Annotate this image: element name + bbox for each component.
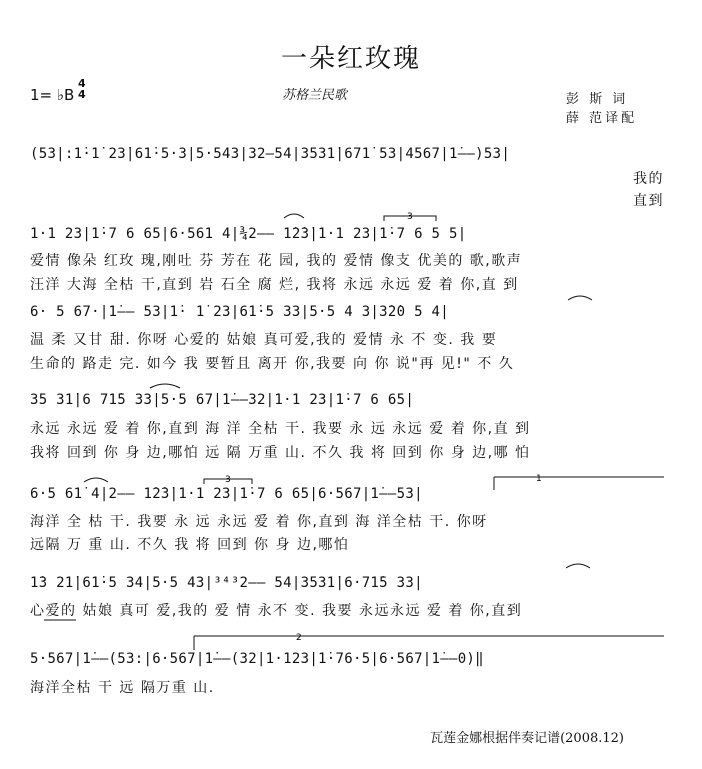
volta-second-label: 2 bbox=[296, 633, 302, 643]
volta-first-label: 1 bbox=[536, 474, 542, 484]
notation-line-7: 5·567|1̇––(53:|6·567|1̇––(32|1·123|1̇·76·5|6·567|1̇––0)‖ bbox=[30, 651, 484, 667]
song-title: 一朵红玫瑰 bbox=[280, 44, 421, 74]
subtitle: 苏格兰民歌 bbox=[282, 88, 348, 103]
lyric-line-3b: 生命的 路走 完. 如今 我 要暂且 离开 你,我要 向 你 说"再 见!" 不 久 bbox=[30, 356, 515, 372]
lyric-line-3a: 温 柔 又甘 甜. 你呀 心爱的 姑娘 真可爱,我的 爱情 永 不 变. 我 要 bbox=[30, 332, 498, 348]
time-signature-top: 4 bbox=[78, 77, 86, 90]
transcription-credit: 瓦莲金娜根据伴奏记谱(2008.12) bbox=[430, 731, 624, 746]
lyric-line-6a: 心爱的 姑娘 真可 爱,我的 爱 情 永不 变. 我要 永远永远 爱 着 你,直到 bbox=[30, 603, 523, 619]
notation-line-3: 6· 5 67·|1̇–– 53|1̇· 1̇ 23|61̇·5 33|5·5 4 3|3̇2̇0 5 4| bbox=[30, 304, 449, 320]
tuplet-mark-1 bbox=[384, 212, 436, 222]
notation-line-6: 1̇3 21̇|61̇·5 34|5·5 43|³⁴³2–– 54|3531̇|6·71̇5 33| bbox=[30, 575, 423, 591]
lyric-line-5a: 海洋 全 枯 干. 我要 永 远 永远 爱 着 你,直到 海 洋全枯 干. 你呀 bbox=[30, 514, 488, 530]
translator-credit: 薛 范译配 bbox=[566, 111, 638, 126]
lyric-line-2b: 汪洋 大海 全枯 干,直到 岩 石全 腐 烂, 我将 永远 永远 爱 着 你,直 到 bbox=[30, 277, 519, 293]
notation-line-1: (53|:1̇·1̇ 23̇|61̇·5·3|5·543|32–54|3531̇|671̇ 53|4567|1̇––)53| bbox=[30, 146, 511, 162]
lyric-line-4a: 永远 永远 爱 着 你,直到 海 洋 全枯 干. 我要 永 远 永远 爱 着 你,直 到 bbox=[30, 421, 531, 437]
notation-line-2: 1·1 23|1̇·7 6 65|6·561 4|¾2–– 1̇2̇3̇|1·1 23|1̇·7 6 5 5| bbox=[30, 226, 467, 242]
lyric-line-1b: 直到 bbox=[633, 193, 664, 209]
lyric-line-2a: 爱情 像朵 红玫 瑰,刚吐 芬 芳在 花 园, 我的 爱情 像支 优美的 歌,歌声 bbox=[30, 253, 523, 269]
lyric-line-4b: 我将 回到 你 身 边,哪怕 远 隔 万重 山. 不久 我 将 回到 你 身 边,哪 怕 bbox=[30, 445, 531, 461]
tuplet-label-1: 3 bbox=[407, 212, 413, 222]
lyricist-credit: 彭 斯 词 bbox=[566, 92, 629, 107]
volta-first-ending bbox=[494, 474, 664, 490]
volta-second-ending bbox=[194, 633, 664, 650]
notation-line-4: 35 31̇|6 71̇5 33|5·5 67|1̇––32|1·1 23|1̇·7 6 65| bbox=[30, 392, 415, 408]
time-signature-bottom: 4 bbox=[78, 88, 86, 101]
lyric-line-7a: 海洋全枯 干 远 隔万重 山. bbox=[30, 680, 215, 696]
notation-line-5: 6·5 61̇ 4|2–– 1̇2̇3̇|1·1 23|1̇·7 6 65|6·567|1̇––53| bbox=[30, 486, 423, 502]
tuplet-mark-2 bbox=[204, 475, 252, 485]
key-signature: 1= ♭B bbox=[30, 86, 75, 104]
lyric-line-1a: 我的 bbox=[633, 171, 664, 187]
tuplet-label-2: 3 bbox=[225, 475, 231, 485]
lyric-line-5b: 远隔 万 重 山. 不久 我 将 回到 你 身 边,哪怕 bbox=[30, 537, 350, 553]
slur-marks bbox=[84, 214, 592, 568]
